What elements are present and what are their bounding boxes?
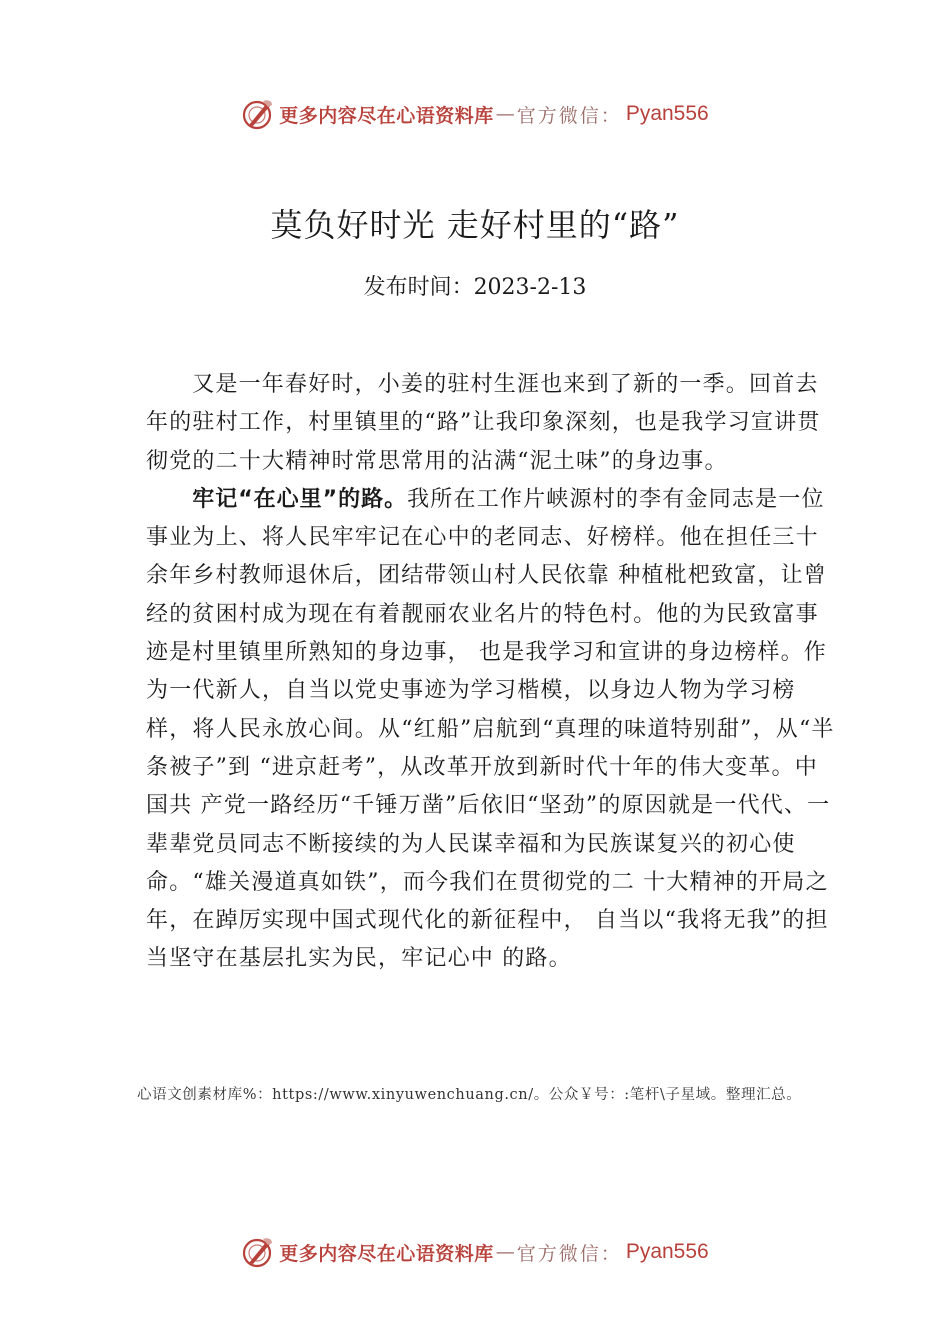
footer-banner (0, 1232, 950, 1272)
banner-lead-text: 更多内容尽在心语资料库 (279, 1242, 494, 1265)
article-body (146, 366, 836, 979)
banner-separator: — (495, 103, 515, 125)
paragraph-2 (146, 481, 836, 979)
paragraph-1: 又是一年春好时，小姜的驻村生涯也来到了新的一季。回首去年的驻村工作，村里镇里的“路”让我印象深刻，也是我学习宣讲贯彻党的二十大精神时常思常用的沾满“泥土味”的身边事。 (146, 372, 821, 474)
paragraph-2-heading: 牢记“在心里”的路。 (192, 486, 408, 512)
banner-lead-text: 更多内容尽在心语资料库 (279, 104, 494, 127)
source-note: 心语文创素材库%：https://www.xinyuwenchuang.cn/。公众￥号：:笔杆\子星域。整理汇总。 (137, 1087, 802, 1103)
banner-wechat-label: 官方微信： (516, 1242, 622, 1265)
banner-separator: — (495, 1241, 515, 1263)
quill-seal-icon (241, 97, 275, 131)
banner-wechat-label: 官方微信： (516, 104, 622, 127)
quill-seal-icon (241, 1235, 275, 1269)
banner-wechat-id: Pyan556 (625, 1240, 709, 1263)
paragraph-2-body: 我所在工作片峡源村的李有金同志是一位事业为上、将人民牢牢记在心中的老同志、好榜样。他在担任三十余年乡村教师退休后，团结带领山村人民依靠 种植枇杷致富，让曾经的贫困村成为现在有着靓丽农业名片的特色村。他的为民致富事迹是村里镇里所熟知的身边事， 也是我学习和宣讲的身边榜样。作为一代新人，自当以党史事迹为学习楷模，以身边人物为学习榜样，将人民永放心间。从“红船”启航到“真理的味道特别甜”，从“半条被子”到 “进京赶考”，从改革开放到新时代十年的伟大变革。中国共 产党一路经历“千锤万凿”后依旧“坚劲”的原因就是一代代、一辈辈党员同志不断接续的为人民谋幸福和为民族谋复兴的初心使命。“雄关漫道真如铁”，而今我们在贯彻党的二 十大精神的开局之年，在踔厉实现中国式现代化的新征程中， 自当以“我将无我”的担当坚守在基层扎实为民，牢记心中 的路。 (146, 486, 835, 972)
article-title: 莫负好时光 走好村里的“路” (270, 206, 680, 244)
banner-wechat-id: Pyan556 (625, 102, 709, 125)
header-banner (0, 94, 950, 134)
publish-date: 发布时间：2023-2-13 (363, 275, 587, 300)
